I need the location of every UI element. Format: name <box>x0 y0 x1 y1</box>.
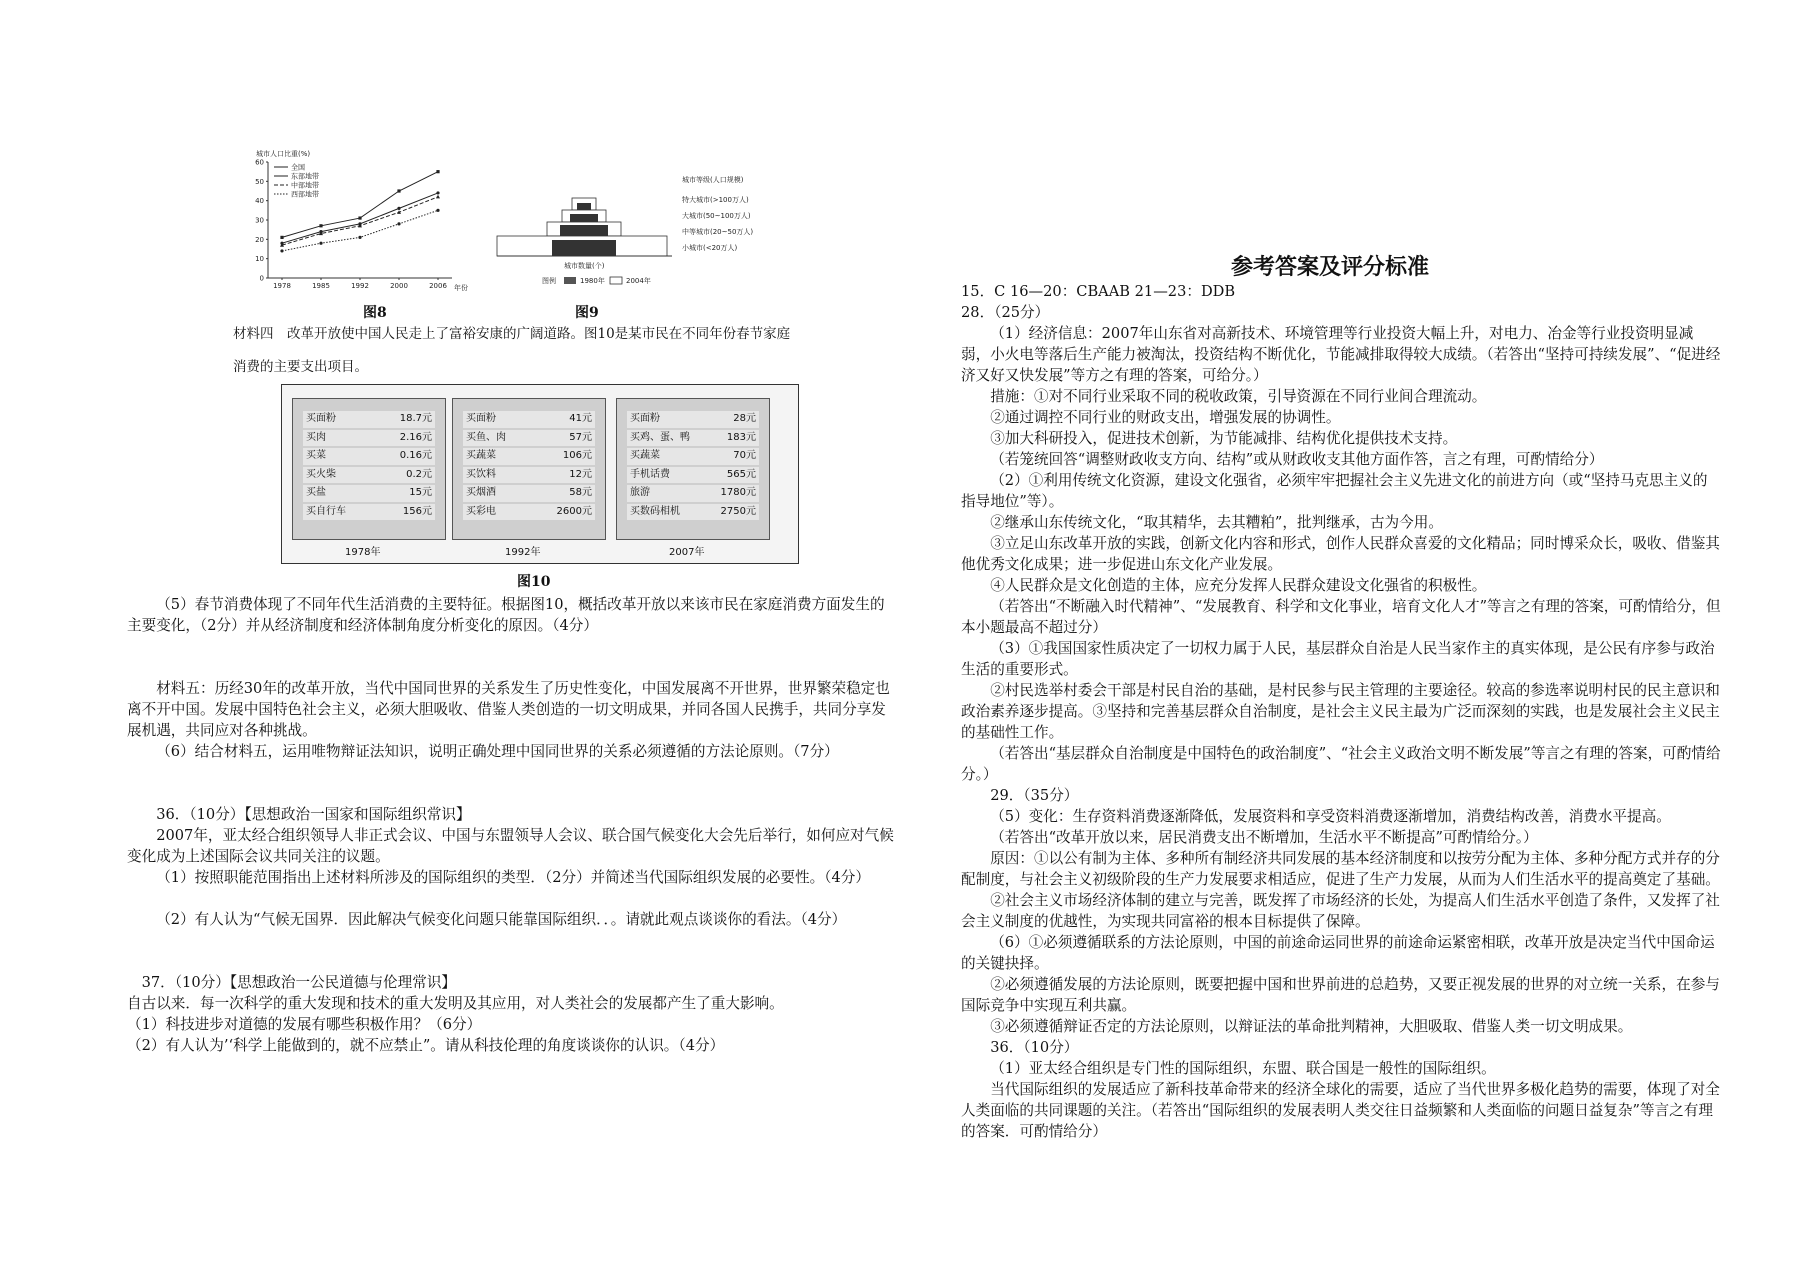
answer-line: 措施：①对不同行业采取不同的税收政策，引导资源在不同行业间合理流动。 <box>990 388 1487 405</box>
panel-row: 买火柴 0.2元 <box>303 467 435 484</box>
x-tick-label: 2006 <box>429 282 447 290</box>
figure-8-chart <box>252 150 482 295</box>
panel-row: 买蔬菜 70元 <box>627 448 759 465</box>
panel-row: 买面粉 28元 <box>627 411 759 428</box>
panel-row: 买数码相机 2750元 <box>627 504 759 521</box>
legend-label: 全国 <box>291 163 305 172</box>
data-point <box>319 224 322 227</box>
y-tick-label: 60 <box>255 158 264 167</box>
y-tick-label: 40 <box>255 197 264 206</box>
panel-row: 买盐 15元 <box>303 485 435 502</box>
y-tick-label: 0 <box>259 274 264 283</box>
panel-row: 买鸡、蛋、鸭 183元 <box>627 430 759 447</box>
figure-10-panel-1992 <box>452 398 606 540</box>
data-point <box>358 216 361 219</box>
answer-line: （6）①必须遵循联系的方法论原则，中国的前途命运同世界的前途命运紧密相联，改革开放是决定当代中国命运的关键抉择。 <box>961 934 1715 972</box>
fig9-legend-2004: 2004年 <box>626 277 651 285</box>
fig8-x-unit: 年份 <box>454 284 468 292</box>
panel-row: 买鱼、肉 57元 <box>463 430 595 447</box>
figure-9-caption: 图9 <box>575 305 599 321</box>
answer-line: （3）①我国国家性质决定了一切权力属于人民，基层群众自治是人民当家作主的真实体现，是公民有序参与政治生活的重要形式。 <box>961 640 1715 678</box>
answer-line: （1）经济信息：2007年山东省对高新技术、环境管理等行业投资大幅上升，对电力、冶金等行业投资明显减弱，小火电等落后生产能力被淘汰，投资结构不断优化，节能减排取得较大成绩。（若答出“坚持可持续发展”、“促进经济又好又快发展”等方之有理的答案，可给分。） <box>961 325 1721 384</box>
answer-line: （若答出“不断融入时代精神”、“发展教育、科学和文化事业，培育文化人才”等言之有理的答案，可酌情给分，但本小题最高不超过分） <box>961 598 1721 636</box>
answer-line: 15．C 16—20：CBAAB 21—23：DDB <box>961 283 1236 300</box>
data-point <box>397 222 400 225</box>
y-tick-label: 30 <box>255 216 264 225</box>
answer-line: ③加大科研投入，促进技术创新，为节能减排、结构优化提供技术支持。 <box>990 430 1458 447</box>
answer-line: ②继承山东传统文化，“取其精华，去其糟粕”，批判继承，古为今用。 <box>990 514 1443 531</box>
panel-row: 买饮料 12元 <box>463 467 595 484</box>
data-point <box>397 189 400 192</box>
panel-row: 买菜 0.16元 <box>303 448 435 465</box>
data-point <box>358 236 361 239</box>
material-four-text: 材料四 改革开放使中国人民走上了富裕安康的广阔道路。图10是某市民在不同年份春节家庭消费的主要支出项目。 <box>233 326 791 375</box>
data-point <box>319 242 322 245</box>
material-five: 材料五：历经30年的改革开放，当代中国同世界的关系发生了历史性变化，中国发展离不开世界，世界繁荣稳定也离不开中国。发展中国特色社会主义，必须大胆吸收、借鉴人类创造的一切文明成果，并同各国人民携手，共同分享发展机遇，共同应对各种挑战。 <box>127 680 890 739</box>
answer-line: 36．（10分） <box>990 1039 1079 1056</box>
data-point <box>436 170 439 173</box>
fig9-legend-1980: 1980年 <box>580 277 605 285</box>
panel-row: 买蔬菜 106元 <box>463 448 595 465</box>
data-point <box>280 236 283 239</box>
panel-row: 旅游 1780元 <box>627 485 759 502</box>
answer-line: ④人民群众是文化创造的主体，应充分发挥人民群众建设文化强省的积极性。 <box>990 577 1487 594</box>
fig9-x-title: 城市数量(个) <box>564 262 605 270</box>
fig9-level-2: 大城市(50~100万人) <box>682 212 751 220</box>
panel-rows <box>463 411 595 522</box>
legend-label: 西部地带 <box>291 190 319 199</box>
panel-rows <box>303 411 435 522</box>
answer-line: 28．（25分） <box>961 304 1050 321</box>
panel-row: 买烟酒 58元 <box>463 485 595 502</box>
panel-row: 手机话费 565元 <box>627 467 759 484</box>
data-point <box>436 191 439 194</box>
panel-row: 买彩电 2600元 <box>463 504 595 521</box>
x-tick-label: 1978 <box>273 282 291 290</box>
answer-line: 29．（35分） <box>990 787 1079 804</box>
answer-line: ③立足山东改革开放的实践，创新文化内容和形式，创作人民群众喜爱的文化精品；同时博采众长，吸收、借鉴其他优秀文化成果；进一步促进山东文化产业发展。 <box>961 535 1720 573</box>
answer-line: （2）①利用传统文化资源，建设文化强省，必须牢牢把握社会主义先进文化的前进方向（或“坚持马克思主义的指导地位”等）。 <box>961 472 1708 510</box>
x-tick-label: 1992 <box>351 282 369 290</box>
question-36-stem: 2007年，亚太经合组织领导人非正式会议、中国与东盟领导人会议、联合国气候变化大会先后举行，如何应对气候变化成为上述国际会议共同关注的议题。 <box>127 827 894 865</box>
question-36-heading: 36．（10分）【思想政治一国家和国际组织常识】 <box>156 806 471 823</box>
data-point <box>436 195 440 199</box>
fig9-level-4: 小城市(<20万人) <box>682 244 738 252</box>
y-tick-label: 10 <box>255 255 264 264</box>
answer-line: ②必须遵循发展的方法论原则，既要把握中国和世界前进的总趋势，又要正视发展的世界的对立统一关系，在参与国际竞争中实现互利共赢。 <box>961 976 1720 1014</box>
question-36-2: （2）有人认为“气候无国界．因此解决气候变化问题只能靠国际组织．．。请就此观点谈谈你的看法。（4分） <box>156 911 847 928</box>
legend-label: 中部地带 <box>291 181 319 190</box>
question-37-1: （1）科技进步对道德的发展有哪些积极作用？（6分） <box>127 1016 482 1033</box>
legend-label: 东部地带 <box>291 172 319 181</box>
figure-9-chart <box>492 168 784 293</box>
x-tick-label: 1985 <box>312 282 330 290</box>
fig9-legend-label: 图例 <box>542 277 556 285</box>
x-tick-label: 2000 <box>390 282 408 290</box>
y-tick-label: 20 <box>255 235 264 244</box>
answer-line: （5）变化：生存资料消费逐渐降低，发展资料和享受资料消费逐渐增加，消费结构改善，消费水平提高。 <box>990 808 1671 825</box>
fig9-level-1: 特大城市(>100万人) <box>682 196 749 204</box>
fig9-legend-swatch-1980 <box>564 277 576 284</box>
panel-row: 买面粉 18.7元 <box>303 411 435 428</box>
answer-line: ②村民选举村委会干部是村民自治的基础，是村民参与民主管理的主要途径。较高的参选率说明村民的民主意识和政治素养逐步提高。③坚持和完善基层群众自治制度，是社会主义民主最为广泛而深刻的实践，也是发展社会主义民主的基础性工作。 <box>961 682 1720 741</box>
answers-body <box>961 281 1722 1142</box>
answer-line: ②通过调控不同行业的财政支出，增强发展的协调性。 <box>990 409 1341 426</box>
panel-row: 买自行车 156元 <box>303 504 435 521</box>
fig9-level-3: 中等城市(20~50万人) <box>682 228 754 236</box>
answer-line: 当代国际组织的发展适应了新科技革命带来的经济全球化的需要，适应了当代世界多极化趋势的需要，体现了对全人类面临的共同课题的关注。（若答出“国际组织的发展表明人类交往日益频繁和人类面临的问题日益复杂”等言之有理的答案．可酌情给分） <box>961 1081 1720 1140</box>
fig8-y-title: 城市人口比重(%) <box>256 150 311 158</box>
data-point <box>397 207 400 210</box>
y-tick-label: 50 <box>255 177 264 186</box>
question-36-1: （1）按照职能范围指出上述材料所涉及的国际组织的类型．（2分）并简述当代国际组织发展的必要性。（4分） <box>156 869 870 886</box>
figure-10-panel-2007 <box>616 398 770 540</box>
fig9-legend-swatch-2004 <box>610 277 622 284</box>
answer-line: （1）亚太经合组织是专门性的国际组织，东盟、联合国是一般性的国际组织。 <box>990 1060 1496 1077</box>
fig9-legend-title: 城市等级(人口规模) <box>682 176 744 184</box>
figure-10-caption: 图10 <box>517 574 551 590</box>
answer-line: ③必须遵循辩证否定的方法论原则，以辩证法的革命批判精神，大胆吸取、借鉴人类一切文明成果。 <box>990 1018 1633 1035</box>
panel-year-1992: 1992年 <box>505 547 541 558</box>
question-6: （6）结合材料五，运用唯物辩证法知识，说明正确处理中国同世界的关系必须遵循的方法论原则。（7分） <box>156 743 839 760</box>
answer-line: ②社会主义市场经济体制的建立与完善，既发挥了市场经济的长处，为提高人们生活水平创造了条件，又发挥了社会主义制度的优越性，为实现共同富裕的根本目标提供了保障。 <box>961 892 1720 930</box>
answer-line: （若答出“改革开放以来，居民消费支出不断增加，生活水平不断提高”可酌情给分。） <box>990 829 1538 846</box>
answer-line: （若答出“基层群众自治制度是中国特色的政治制度”、“社会主义政治文明不断发展”等言之有理的答案，可酌情给分。） <box>961 745 1721 783</box>
question-37-stem: 自古以来．每一次科学的重大发现和技术的重大发明及其应用，对人类社会的发展都产生了重大影响。 <box>127 995 784 1012</box>
question-37-heading: 37．（10分）【思想政治一公民道德与伦理常识】 <box>141 974 457 991</box>
panel-year-2007: 2007年 <box>669 547 705 558</box>
question-37-2: （2）有人认为’‘科学上能做到的，就不应禁止”。请从科技伦理的角度谈谈你的认识。（4分） <box>127 1037 725 1054</box>
panel-row: 买肉 2.16元 <box>303 430 435 447</box>
answer-line: （若笼统回答“调整财政收支方向、结构”或从财政收支其他方面作答，言之有理，可酌情给分） <box>990 451 1604 468</box>
answers-title: 参考答案及评分标准 <box>1230 255 1429 280</box>
figure-8-caption: 图8 <box>363 305 387 321</box>
data-point <box>280 249 283 252</box>
figure-10-panel-1978 <box>292 398 446 540</box>
panel-rows <box>627 411 759 522</box>
question-5: （5）春节消费体现了不同年代生活消费的主要特征。根据图10，概括改革开放以来该市民在家庭消费方面发生的主要变化，（2分）并从经济制度和经济体制角度分析变化的原因。（4分） <box>127 596 885 634</box>
data-point <box>436 209 439 212</box>
answer-line: 原因：①以公有制为主体、多种所有制经济共同发展的基本经济制度和以按劳分配为主体、多种分配方式并存的分配制度，与社会主义初级阶段的生产力发展要求相适应，促进了生产力发展，从而为人们生活水平的提高奠定了基础。 <box>961 850 1720 888</box>
left-questions <box>127 594 899 1056</box>
panel-row: 买面粉 41元 <box>463 411 595 428</box>
panel-year-1978: 1978年 <box>345 547 381 558</box>
